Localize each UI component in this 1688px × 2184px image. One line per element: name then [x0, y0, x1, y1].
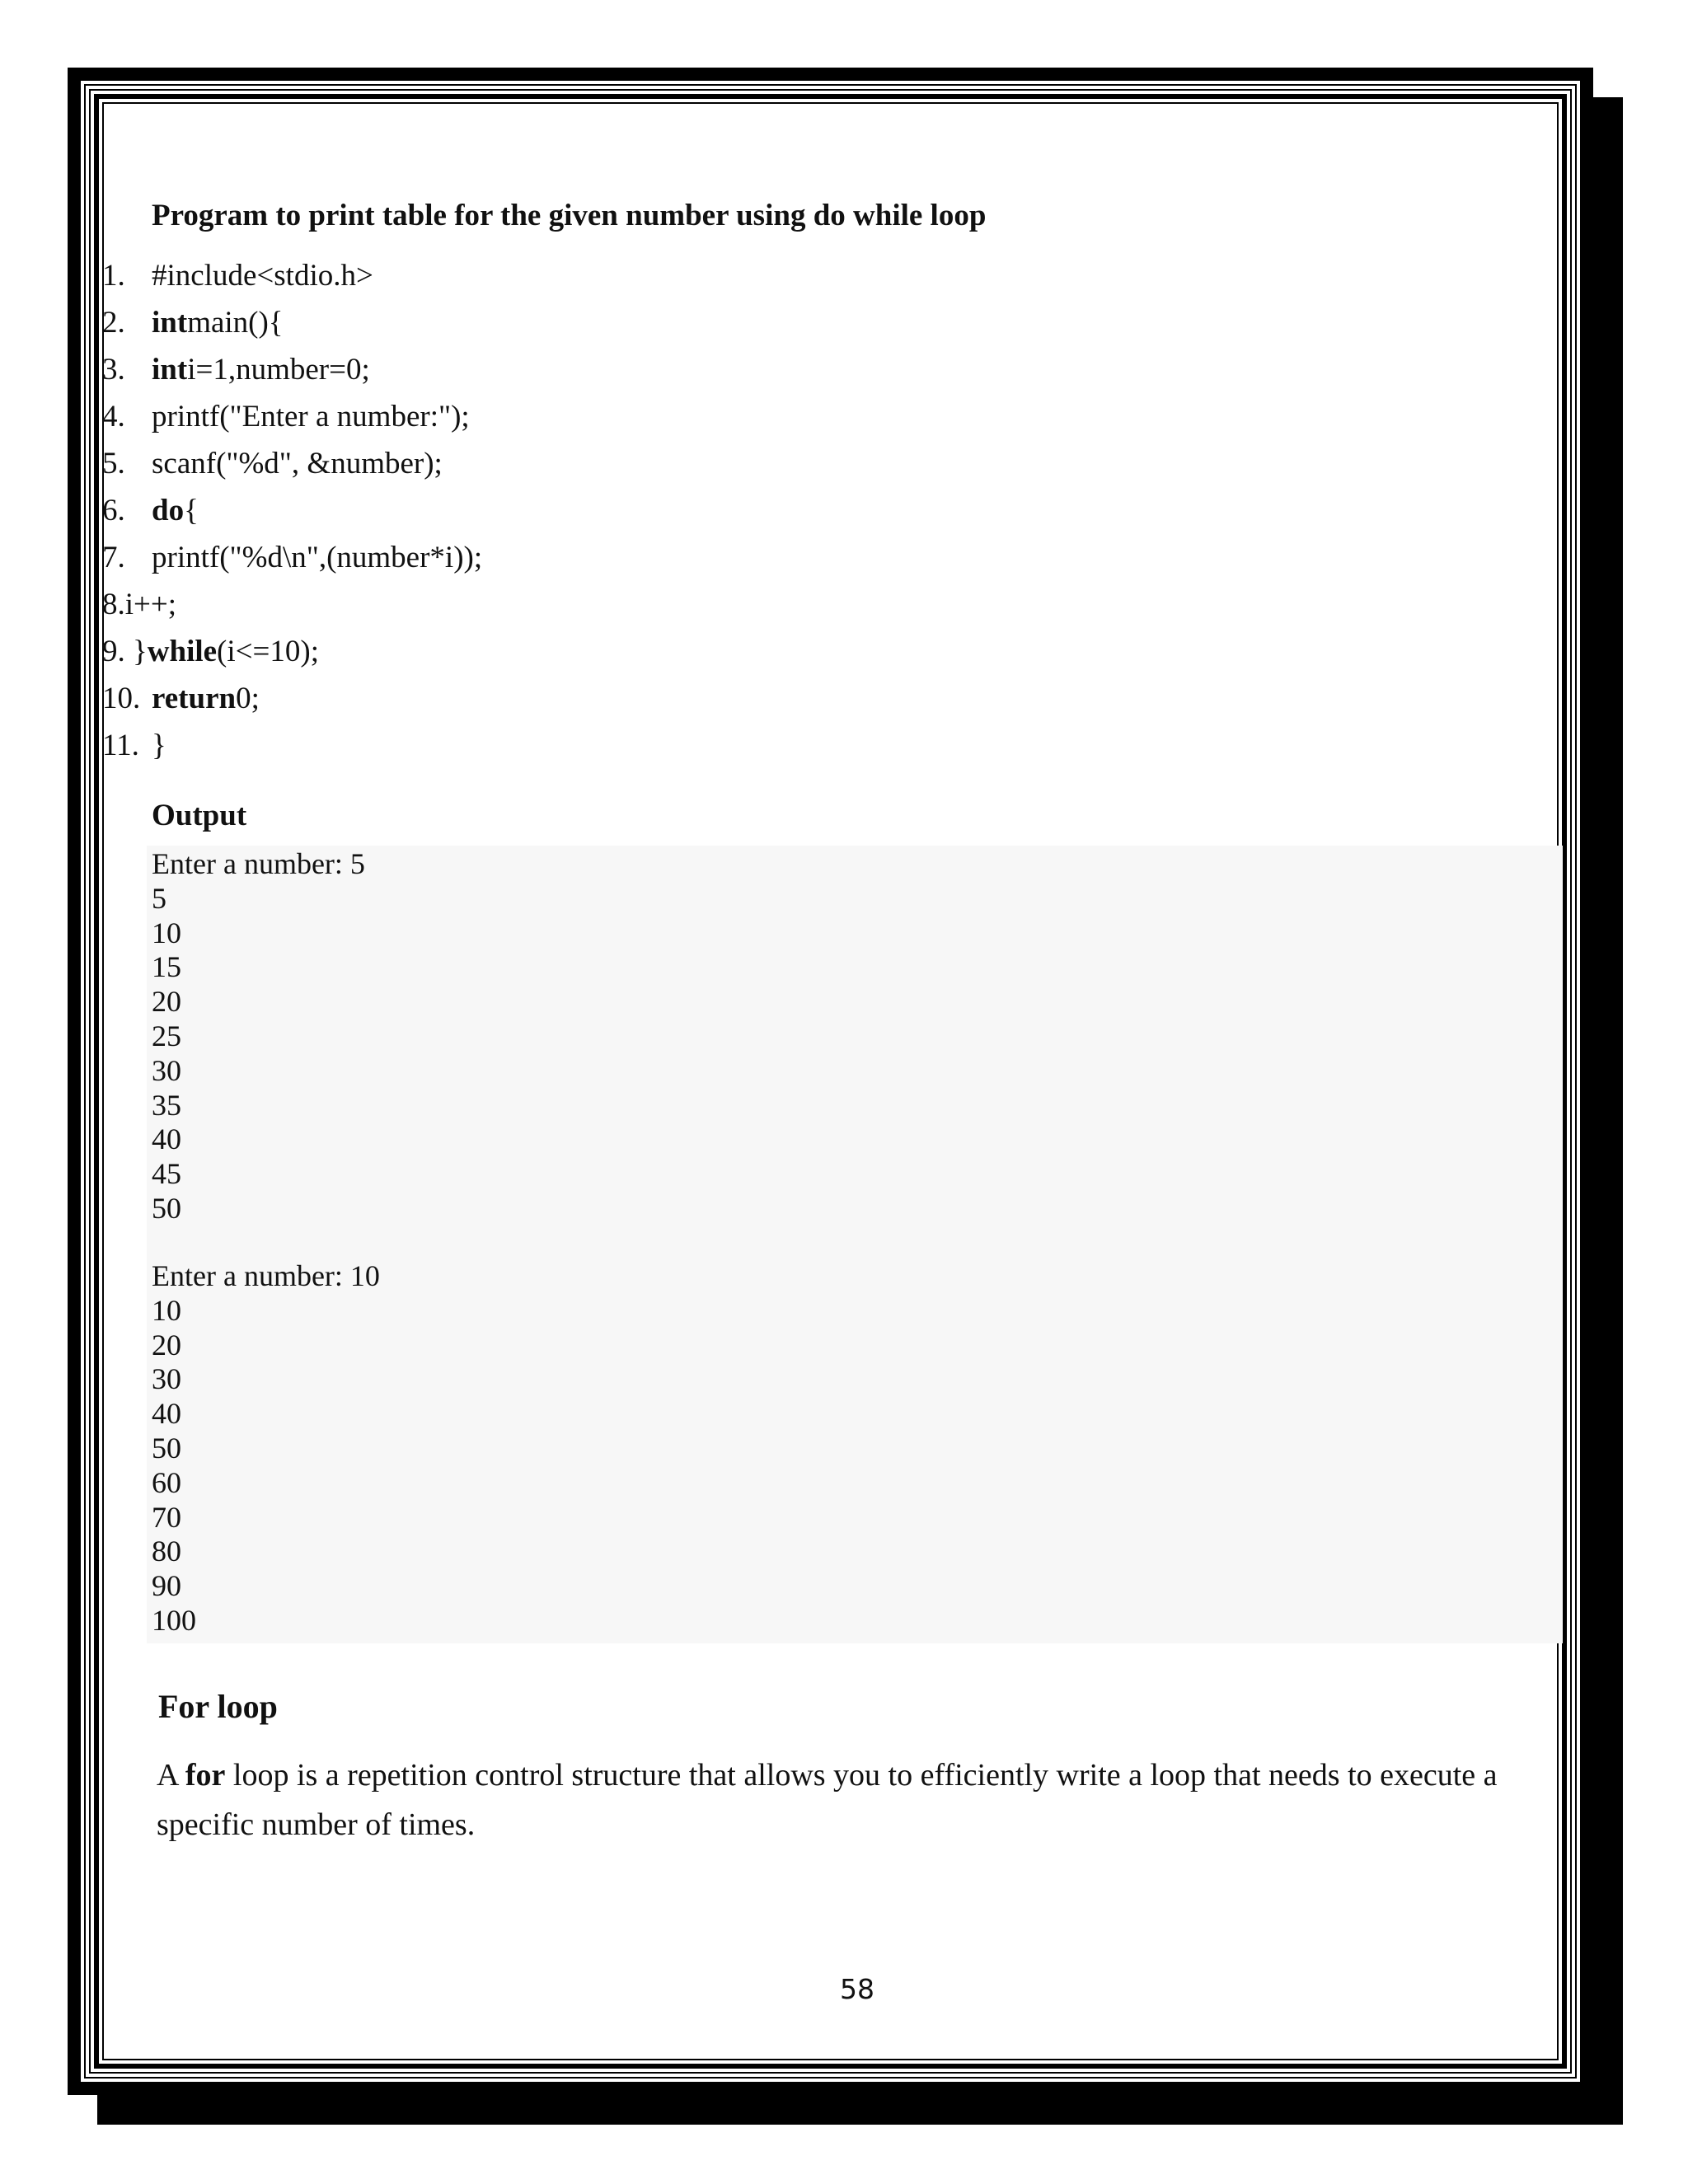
output-line: 10 [152, 916, 181, 949]
code-text: { [184, 494, 199, 527]
code-text: 0; [236, 682, 260, 715]
line-number: 2. [102, 306, 125, 340]
code-keyword: do [152, 494, 185, 527]
code-line [102, 252, 482, 299]
for-loop-paragraph [157, 1750, 1558, 1849]
line-number: 10. [102, 682, 141, 715]
code-line [102, 440, 482, 487]
paragraph-rest: loop is a repetition control structure that allows you to efficiently write a loop that needs to execute a specific number of times. [157, 1758, 1498, 1842]
output-line: 60 [152, 1465, 181, 1499]
output-line: 40 [152, 1122, 181, 1156]
line-number: 6. [102, 494, 125, 527]
paragraph-bold: for [185, 1758, 226, 1793]
output-line: Enter a number: 5 [152, 847, 365, 880]
code-text: main(){ [187, 306, 284, 340]
code-text: printf("%d\n",(number*i)); [152, 541, 483, 574]
output-run-2 [152, 1259, 380, 1638]
code-line [102, 487, 482, 534]
line-number: 3. [102, 353, 125, 387]
output-line: 15 [152, 950, 181, 984]
output-line: 20 [152, 985, 181, 1019]
page-number: 58 [840, 1973, 874, 2005]
line-number: 1. [102, 259, 125, 293]
line-number: 4. [102, 400, 125, 434]
code-line [102, 675, 482, 722]
output-line: 5 [152, 881, 166, 915]
code-keyword: return [152, 682, 237, 715]
code-keyword: int [152, 353, 188, 387]
output-line: 25 [152, 1019, 181, 1052]
code-text: scanf("%d", &number); [152, 447, 443, 480]
output-line: 30 [152, 1053, 181, 1087]
line-number: 9. [102, 635, 125, 668]
program-heading: Program to print table for the given number using do while loop [152, 199, 987, 232]
output-line: 45 [152, 1157, 181, 1191]
output-line: 40 [152, 1397, 181, 1431]
code-text: } [152, 729, 166, 762]
output-line: 100 [152, 1603, 196, 1637]
output-line: 30 [152, 1362, 181, 1396]
output-run-1 [152, 847, 365, 1226]
line-number: 11. [102, 729, 139, 762]
code-keyword: while [147, 635, 218, 668]
output-line: Enter a number: 10 [152, 1259, 380, 1292]
output-line: 20 [152, 1328, 181, 1361]
code-line [102, 393, 482, 440]
line-number: 8. [102, 588, 125, 621]
code-text: } [124, 635, 148, 668]
code-text: #include<stdio.h> [152, 259, 373, 293]
code-text: printf("Enter a number:"); [152, 400, 470, 434]
line-number: 5. [102, 447, 125, 480]
output-line: 10 [152, 1293, 181, 1327]
output-line: 50 [152, 1191, 181, 1225]
code-text: i++; [124, 588, 177, 621]
code-line [102, 299, 482, 346]
code-line [102, 722, 482, 769]
section-title: For loop [158, 1688, 278, 1725]
output-title: Output [152, 799, 247, 832]
code-listing [102, 252, 482, 769]
code-line [102, 346, 482, 393]
code-keyword: int [152, 306, 188, 340]
output-line: 50 [152, 1431, 181, 1465]
output-line: 90 [152, 1569, 181, 1603]
code-text: (i<=10); [217, 635, 319, 668]
code-line [102, 581, 482, 628]
code-line [102, 628, 482, 675]
code-line [102, 534, 482, 581]
code-text: i=1,number=0; [187, 353, 370, 387]
line-number: 7. [102, 541, 125, 574]
output-line: 35 [152, 1088, 181, 1122]
output-line: 70 [152, 1500, 181, 1534]
paragraph-prefix: A [157, 1758, 185, 1793]
output-line: 80 [152, 1535, 181, 1568]
